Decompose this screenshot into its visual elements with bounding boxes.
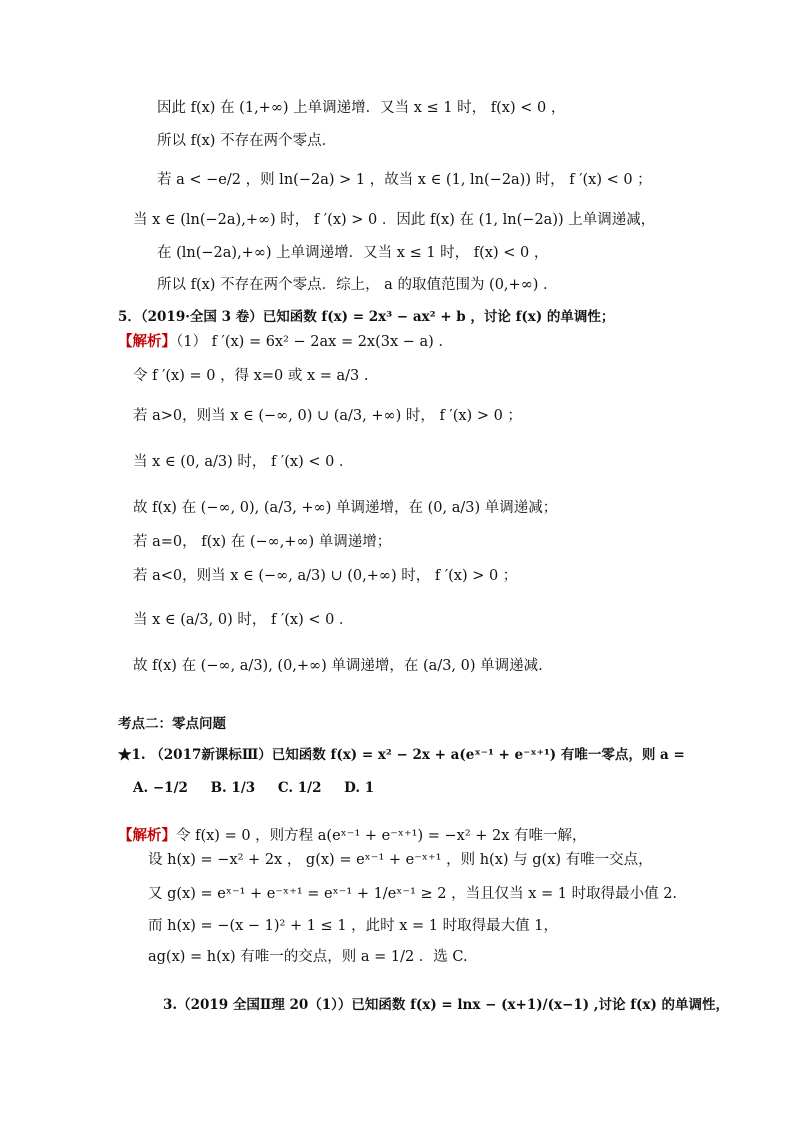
choice-d: D. 1: [344, 780, 375, 796]
choice-a: A. −1/2: [133, 780, 188, 796]
solution-step: 而 h(x) = −(x − 1)² + 1 ≤ 1 ，此时 x = 1 时取得最大值 1，: [148, 918, 558, 934]
solution-line: [118, 826, 587, 846]
choice-b: B. 1/3: [210, 780, 256, 796]
text-line: 因此 f(x) 在 (1,+∞) 上单调递增．又当 x ≤ 1 时， f(x) < 0 ，: [157, 100, 566, 116]
question-1: ★1. （2017新课标Ⅲ）已知函数 f(x) = x² − 2x + a(eˣ⁻¹ + e⁻ˣ⁺¹) 有唯一零点，则 a =: [118, 747, 685, 763]
section-title: 考点二：零点问题: [118, 716, 226, 732]
text-line: 所以 f(x) 不存在两个零点．综上， a 的取值范围为 (0,+∞) ．: [157, 277, 558, 293]
solution-tag: 【解析】: [118, 333, 176, 350]
text-line: 所以 f(x) 不存在两个零点．: [157, 133, 337, 149]
text-line: 当 x ∈ (ln(−2a),+∞) 时， f ′(x) > 0 ．因此 f(x) 在 (1, ln(−2a)) 上单调递减，: [133, 212, 656, 228]
choices-row: [133, 778, 392, 798]
solution-step: ag(x) = h(x) 有唯一的交点，则 a = 1/2 ．选 C.: [148, 949, 468, 965]
choice-c: C. 1/2: [277, 780, 322, 796]
solution-step: 又 g(x) = eˣ⁻¹ + e⁻ˣ⁺¹ = eˣ⁻¹ + 1/eˣ⁻¹ ≥ 2 ，当且仅当 x = 1 时取得最小值 2.: [148, 886, 678, 902]
solution-step: 设 h(x) = −x² + 2x ， g(x) = eˣ⁻¹ + e⁻ˣ⁺¹ ，则 h(x) 与 g(x) 有唯一交点，: [148, 852, 653, 868]
solution-step: 当 x ∈ (0, a/3) 时， f ′(x) < 0 ．: [133, 454, 354, 470]
solution-step: 令 f(x) = 0 ，则方程 a(eˣ⁻¹ + e⁻ˣ⁺¹) = −x² + 2x 有唯一解，: [176, 828, 587, 844]
solution-step: 若 a=0， f(x) 在 (−∞,+∞) 单调递增；: [133, 534, 392, 550]
solution-step: （1） f ′(x) = 6x² − 2ax = 2x(3x − a) ．: [176, 334, 453, 350]
solution-tag: 【解析】: [118, 827, 176, 844]
solution-step: 若 a<0，则当 x ∈ (−∞, a/3) ∪ (0,+∞) 时， f ′(x) > 0 ；: [133, 568, 518, 584]
text-line: 在 (ln(−2a),+∞) 上单调递增．又当 x ≤ 1 时， f(x) < 0 ，: [157, 245, 549, 261]
text-line: 若 a < −e/2 ，则 ln(−2a) > 1 ，故当 x ∈ (1, ln(−2a)) 时， f ′(x) < 0 ；: [157, 172, 652, 188]
problem-5-heading: 5．（2019·全国 3 卷）已知函数 f(x) = 2x³ − ax² + b ，讨论 f(x) 的单调性；: [118, 309, 615, 325]
solution-step: 故 f(x) 在 (−∞, 0), (a/3, +∞) 单调递增，在 (0, a/3) 单调递减；: [133, 500, 558, 516]
solution-line: [118, 332, 453, 352]
solution-step: 若 a>0，则当 x ∈ (−∞, 0) ∪ (a/3, +∞) 时， f ′(x) > 0 ；: [133, 408, 522, 424]
solution-step: 当 x ∈ (a/3, 0) 时， f ′(x) < 0 ．: [133, 612, 354, 628]
solution-step: 令 f ′(x) = 0 ，得 x=0 或 x = a/3 .: [133, 368, 369, 384]
question-3: 3.（2019 全国Ⅱ理 20（1））已知函数 f(x) = lnx − (x+1)/(x−1) ,讨论 f(x) 的单调性，: [163, 997, 730, 1013]
solution-step: 故 f(x) 在 (−∞, a/3), (0,+∞) 单调递增，在 (a/3, 0) 单调递减.: [133, 658, 543, 674]
